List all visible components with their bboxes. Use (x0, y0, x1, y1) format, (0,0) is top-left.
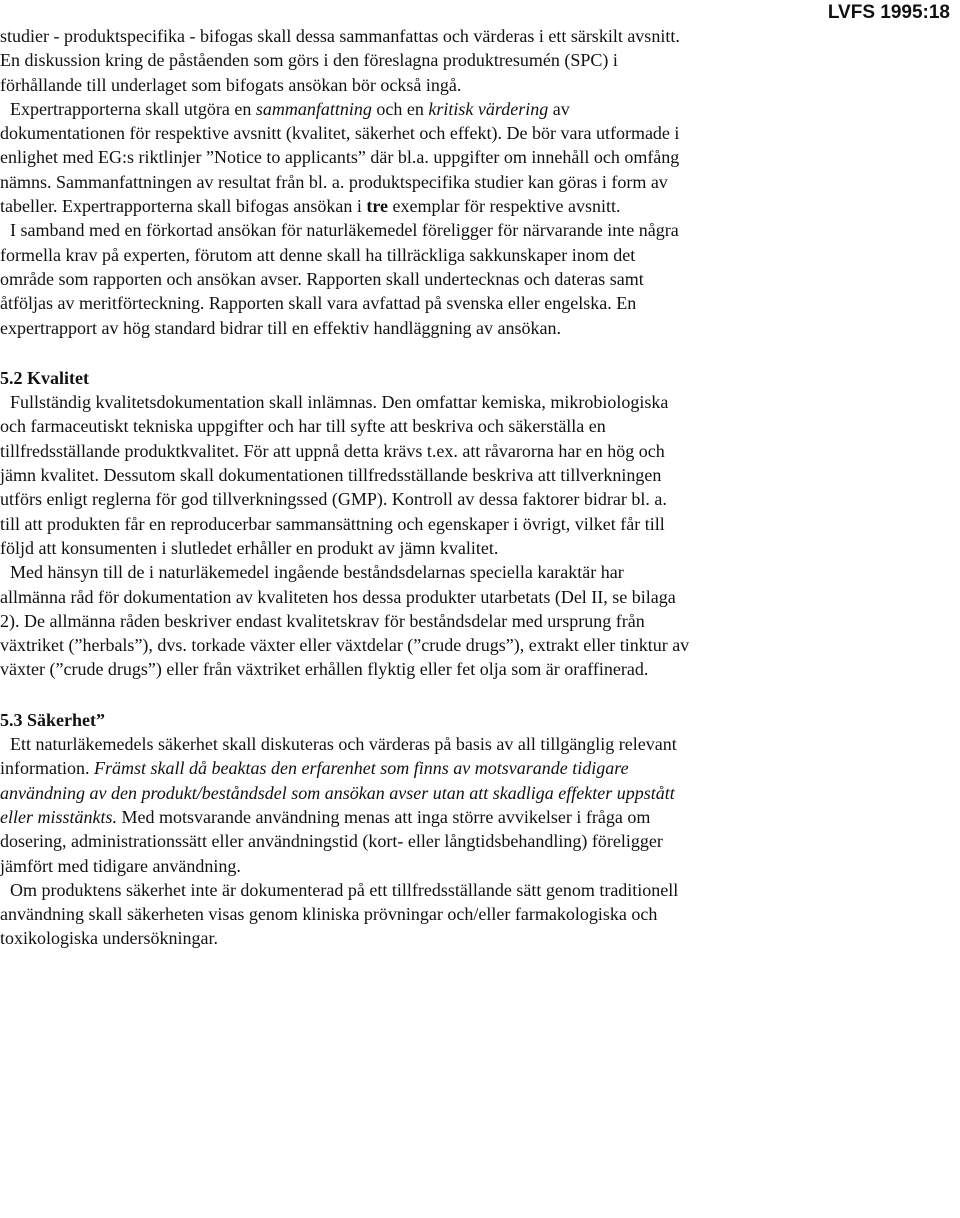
sakerhet-paragraph-1 (0, 732, 690, 878)
emphasis-erfarenhet: Främst skall då beaktas den erfarenhet som finns av motsvarande tidigare användning av den produkt/beståndsdel som ansökan avser utan att skadliga effekter uppstått eller misstänkts. (0, 758, 675, 827)
intro-paragraph-2 (0, 97, 690, 218)
document-body (0, 24, 690, 951)
section-heading-kvalitet: 5.2 Kvalitet (0, 367, 89, 388)
sakerhet-paragraph-2: Om produktens säkerhet inte är dokumenterad på ett tillfredsställande sätt genom traditionell användning skall säkerheten visas genom kliniska prövningar och/eller farmakologiska och toxikologiska undersökningar. (0, 879, 679, 949)
emphasis-kritisk-vardering: kritisk värdering (428, 98, 549, 119)
document-id: LVFS 1995:18 (827, 2, 950, 23)
bold-tre: tre (366, 196, 389, 217)
text-run: och en (376, 98, 424, 119)
intro-paragraph-1: studier - produktspecifika - bifogas skall dessa sammanfattas och värderas i ett särskilt avsnitt. En diskussion kring de påståenden som görs i den föreslagna produktresumén (SPC) i förhållande till underlaget som bifogats ansökan bör också ingå. (0, 26, 680, 95)
emphasis-sammanfattning: sammanfattning (255, 98, 372, 119)
text-run: Med motsvarande användning menas att inga större avvikelser i fråga om dosering, administrationssätt eller användningstid (kort- eller långtidsbehandling) föreligger jämfört med tidigare användning. (0, 806, 663, 876)
section-heading-sakerhet: 5.3 Säkerhet” (0, 709, 105, 730)
intro-paragraph-3: I samband med en förkortad ansökan för naturläkemedel föreligger för närvarande inte några formella krav på experten, förutom att denne skall ha tillräckliga sakkunskaper inom det område som rapporten och ansökan avser. Rapporten skall undertecknas och dateras samt åtföljas av meritförteckning. Rapporten skall vara avfattad på svenska eller engelska. En expertrapport av hög standard bidrar till en effektiv handläggning av ansökan. (0, 220, 679, 338)
text-run: exemplar för respektive avsnitt. (392, 196, 621, 217)
kvalitet-paragraph-1: Fullständig kvalitetsdokumentation skall inlämnas. Den omfattar kemiska, mikrobiologiska och farmaceutiskt tekniska uppgifter och har till syfte att beskriva och säkerställa en tillfredsställande produktkvalitet. För att uppnå detta krävs t.ex. att råvarorna har en hög och jämn kvalitet. Dessutom skall dokumentationen tillfredsställande beskriva att tillverkningen utförs enligt reglerna för god tillverkningssed (GMP). Kontroll av dessa faktorer bidrar bl. a. till att produkten får en reproducerbar sammansättning och egenskaper i övrigt, vilket får till följd att konsumenten i slutledet erhåller en produkt av jämn kvalitet. (0, 392, 669, 558)
kvalitet-paragraph-2: Med hänsyn till de i naturläkemedel ingående beståndsdelarnas speciella karaktär har allmänna råd för dokumentation av kvaliteten hos dessa produkter utarbetats (Del II, se bilaga 2). De allmänna råden beskriver endast kvalitetskrav för beståndsdelar med ursprung från växtriket (”herbals”), dvs. torkade växter eller växtdelar (”crude drugs”), extrakt eller tinktur av växter (”crude drugs”) eller från växtriket erhållen flyktig eller fet olja som är oraffinerad. (0, 562, 690, 680)
text-run: Expertrapporterna skall utgöra en (10, 98, 252, 119)
text-run: Ett naturläkemedels säkerhet skall diskuteras och värderas på basis av all tillgänglig relevant information. (0, 734, 677, 779)
text-run: av dokumentationen för respektive avsnitt (kvalitet, säkerhet och effekt). De bör vara utformade i enlighet med EG:s riktlinjer ”Notice to applicants” där bl.a. uppgifter om innehåll och omfång nämns. Sammanfattningen av resultat från bl. a. produktspecifika studier kan göras i form av tabeller. Expertrapporterna skall bifogas ansökan i (0, 98, 680, 217)
